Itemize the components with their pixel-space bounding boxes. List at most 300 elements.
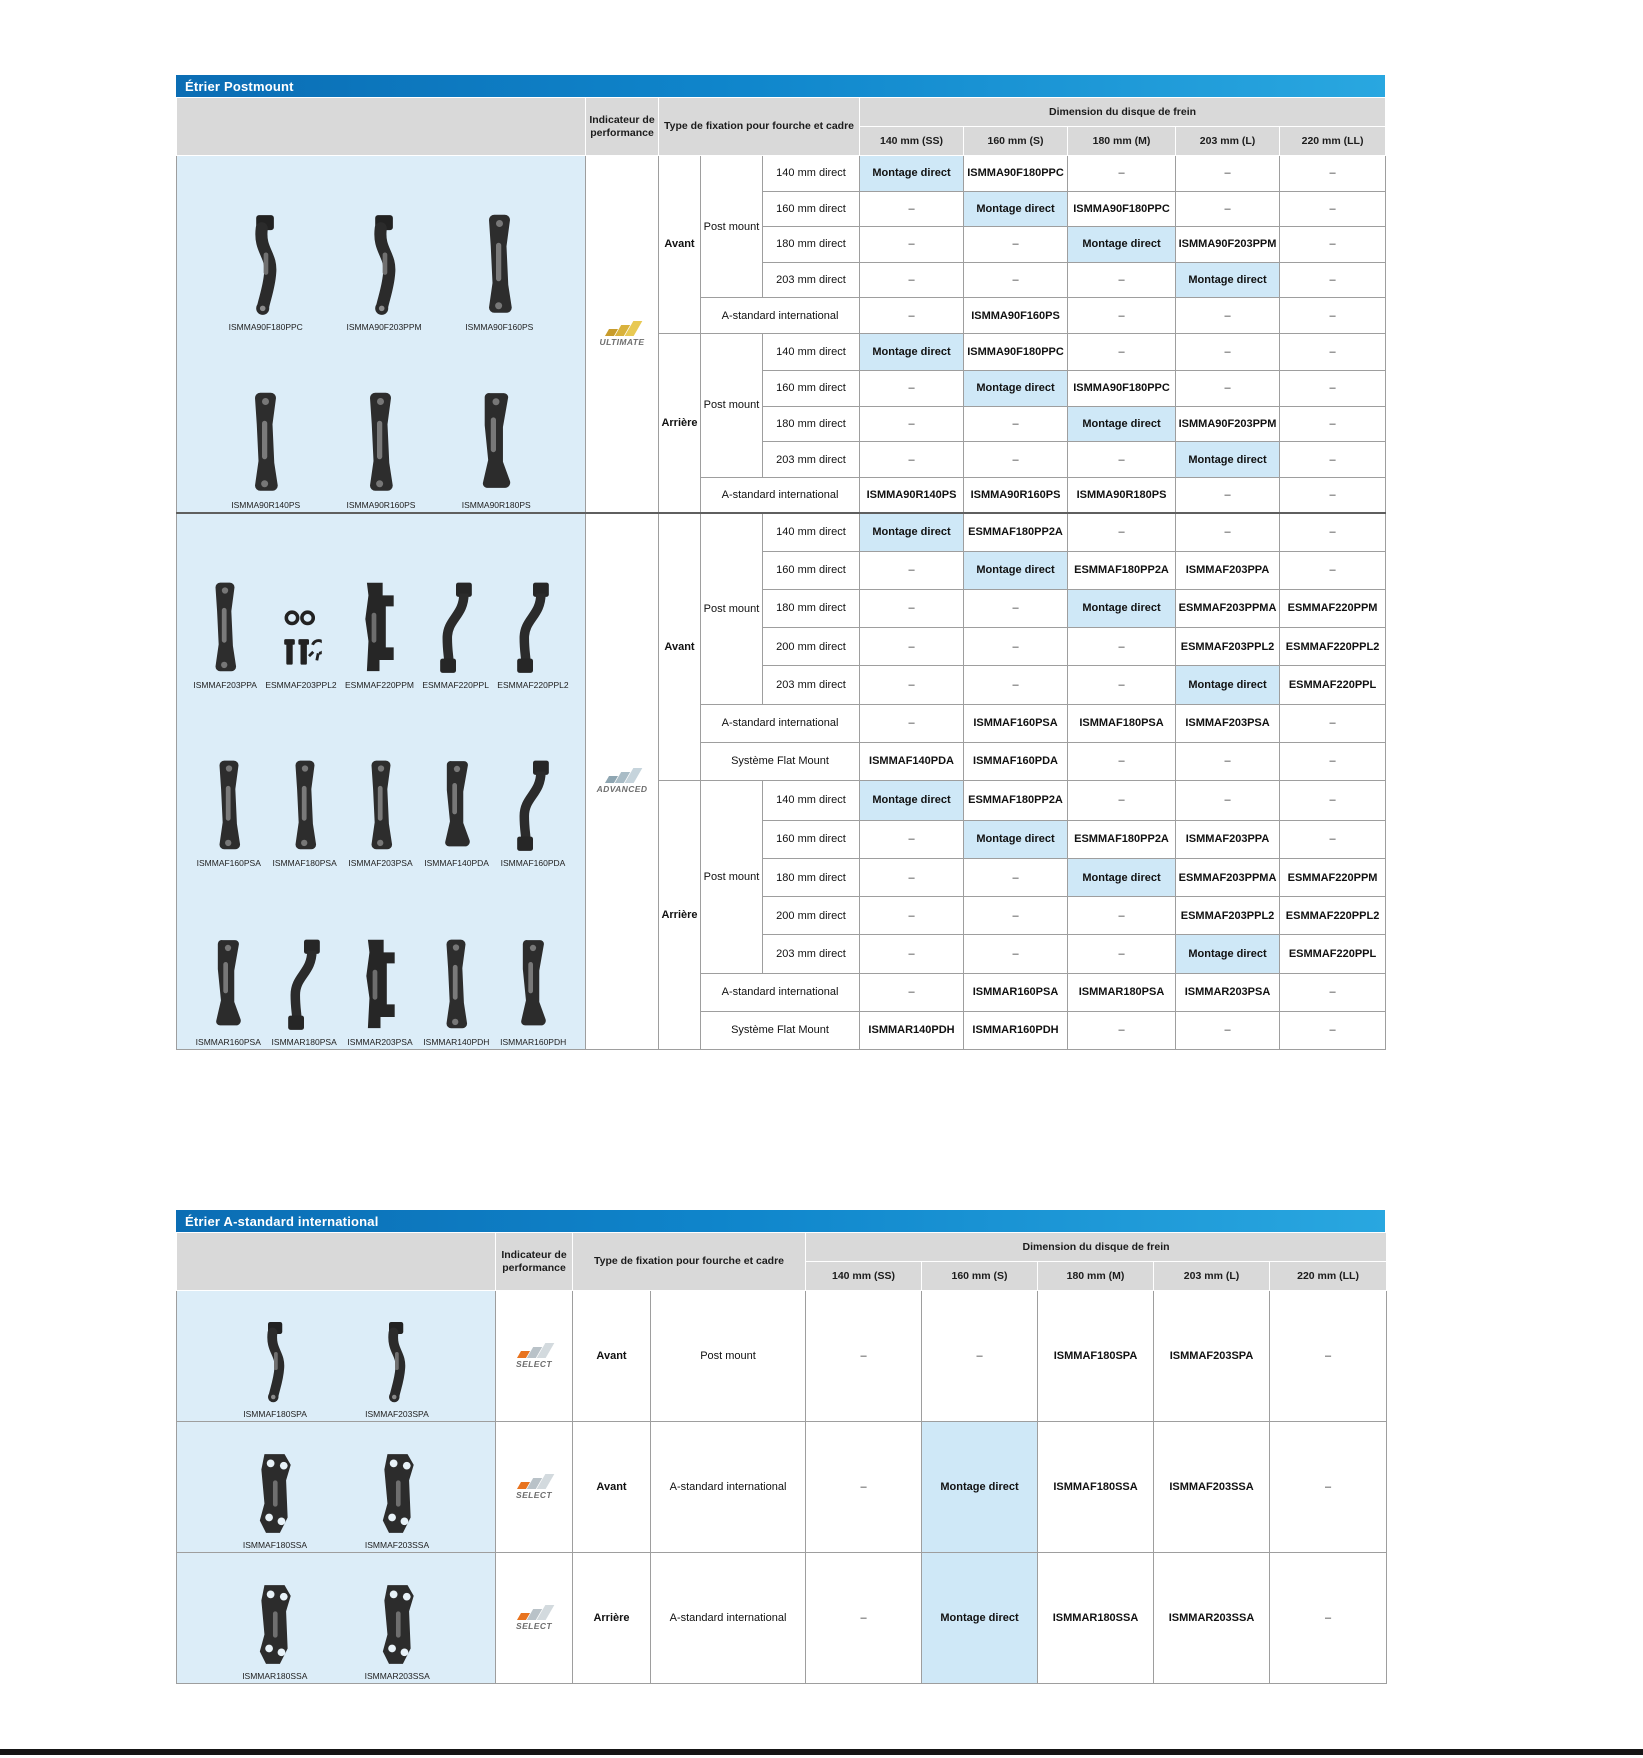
product-label: ESMMAF203PPL2 <box>265 679 337 690</box>
dash-cell: – <box>860 935 964 973</box>
size-label-cell: 140 mm direct <box>763 780 860 820</box>
product-code-cell: ISMMA90R160PS <box>964 477 1068 513</box>
performance-bars-icon <box>519 1343 550 1358</box>
dash-cell: – <box>860 191 964 227</box>
product-code-cell: ESMMAF220PPM <box>1280 858 1386 896</box>
product-image-plate <box>360 938 401 1033</box>
dash-cell: – <box>1176 513 1280 551</box>
table-row <box>177 1422 1387 1553</box>
product-label: ISMMAR160PDH <box>500 1036 567 1047</box>
product-code-cell: ESMMAF220PPL <box>1280 935 1386 973</box>
product-image-scurve <box>285 938 323 1033</box>
performance-bars-icon <box>607 768 638 783</box>
product-code-cell: ISMMA90F180PPC <box>1068 191 1176 227</box>
disc-size-header: 160 mm (S) <box>964 127 1068 156</box>
dash-cell: – <box>806 1291 922 1422</box>
product-image-cell <box>177 156 586 514</box>
product-code-cell: ISMMA90F180PPC <box>964 333 1068 370</box>
performance-cell <box>586 156 659 514</box>
product-code-cell: ISMMA90F160PS <box>964 298 1068 334</box>
dash-cell: – <box>1280 704 1386 742</box>
size-label-cell: 180 mm direct <box>763 589 860 627</box>
product-code-cell: ISMMAF140PDA <box>860 742 964 780</box>
performance-logo-ultimate <box>588 321 656 347</box>
performance-logo-advanced <box>588 768 656 794</box>
product-image-plate <box>359 581 400 676</box>
montage-direct-cell: Montage direct <box>860 156 964 192</box>
disc-size-header: 140 mm (SS) <box>806 1262 922 1291</box>
product-code-cell: ISMMAF203PPA <box>1176 820 1280 858</box>
montage-direct-cell: Montage direct <box>860 513 964 551</box>
dash-cell: – <box>1068 298 1176 334</box>
performance-bars-icon <box>519 1474 550 1489</box>
product-code-cell: ISMMAF160PDA <box>964 742 1068 780</box>
product-image-arm <box>259 1320 292 1405</box>
product-image-row <box>179 1553 493 1683</box>
product-image-cell <box>177 1422 496 1553</box>
product-label: ISMMAF180SPA <box>243 1408 307 1419</box>
dash-cell: – <box>860 371 964 407</box>
product-code-cell: ESMMAF180PP2A <box>964 780 1068 820</box>
postmount-table-section <box>176 75 1385 1050</box>
size-label-cell: 140 mm direct <box>763 513 860 551</box>
montage-direct-cell: Montage direct <box>922 1422 1038 1553</box>
product-image-parts <box>279 598 322 676</box>
product-label: ISMMAF180SSA <box>242 1539 308 1550</box>
performance-cell <box>496 1291 573 1422</box>
product-image-ip <box>255 1451 294 1536</box>
product-code-cell: ISMMAF180SSA <box>1038 1422 1154 1553</box>
size-label-cell: 180 mm direct <box>763 406 860 442</box>
dash-cell: – <box>1280 156 1386 192</box>
size-label-cell: 200 mm direct <box>763 628 860 666</box>
size-label-cell: 160 mm direct <box>763 551 860 589</box>
product-label: ISMMA90R140PS <box>231 499 301 510</box>
mount-type-cell: A-standard international <box>651 1422 806 1553</box>
product-code-cell: ISMMA90F180PPC <box>1068 371 1176 407</box>
performance-cell <box>586 513 659 1049</box>
product-label: ISMMAF160PDA <box>500 858 566 869</box>
montage-direct-cell: Montage direct <box>1068 858 1176 896</box>
dash-cell: – <box>860 858 964 896</box>
product-image-scurve <box>514 759 552 854</box>
product-thumb <box>365 1582 430 1681</box>
dash-cell: – <box>964 227 1068 263</box>
montage-direct-cell: Montage direct <box>1176 935 1280 973</box>
product-code-cell: ISMMA90F203PPM <box>1176 227 1280 263</box>
dash-cell: – <box>1280 298 1386 334</box>
product-code-cell: ESMMAF203PPMA <box>1176 858 1280 896</box>
dash-cell: – <box>1176 1011 1280 1049</box>
dash-cell: – <box>806 1422 922 1553</box>
product-thumb <box>497 581 568 690</box>
performance-bars-icon <box>519 1605 550 1620</box>
product-image-l <box>210 938 246 1033</box>
dash-cell: – <box>1068 442 1176 478</box>
montage-direct-cell: Montage direct <box>1176 442 1280 478</box>
fixation-column-header: Type de fixation pour fourche et cadre <box>659 98 860 156</box>
product-label: ISMMAR180PSA <box>271 1036 337 1047</box>
product-code-cell: ISMMAR140PDH <box>860 1011 964 1049</box>
montage-direct-cell: Montage direct <box>860 780 964 820</box>
mount-type-cell: Système Flat Mount <box>701 1011 860 1049</box>
astandard-table-section <box>176 1210 1385 1684</box>
disc-size-header: 220 mm (LL) <box>1270 1262 1387 1291</box>
disc-size-header: 180 mm (M) <box>1038 1262 1154 1291</box>
dash-cell: – <box>1280 333 1386 370</box>
dash-cell: – <box>1176 191 1280 227</box>
mount-type-cell: Post mount <box>651 1291 806 1422</box>
product-thumb <box>197 759 261 868</box>
product-label: ISMMAF203SPA <box>365 1408 429 1419</box>
performance-bars-icon <box>607 321 638 336</box>
montage-direct-cell: Montage direct <box>964 371 1068 407</box>
product-code-cell: ISMMAF203PPA <box>1176 551 1280 589</box>
product-code-cell: ESMMAF180PP2A <box>1068 820 1176 858</box>
product-image-ip <box>378 1582 417 1667</box>
product-image-ip <box>255 1582 294 1667</box>
dash-cell: – <box>1176 156 1280 192</box>
performance-logo-select <box>498 1474 570 1500</box>
product-thumb <box>465 213 533 332</box>
size-label-cell: 203 mm direct <box>763 666 860 704</box>
product-code-cell: ISMMAR160PDH <box>964 1011 1068 1049</box>
dash-cell: – <box>1176 333 1280 370</box>
dash-cell: – <box>860 666 964 704</box>
montage-direct-cell: Montage direct <box>1068 589 1176 627</box>
disc-dimension-header: Dimension du disque de frein <box>806 1233 1387 1262</box>
postmount-title: Étrier Postmount <box>185 78 294 94</box>
product-label: ISMMAR203PSA <box>347 1036 413 1047</box>
mount-type-cell: A-standard international <box>701 477 860 513</box>
product-code-cell: ISMMAF180PSA <box>1068 704 1176 742</box>
product-label: ISMMAF203PPA <box>193 679 257 690</box>
dash-cell: – <box>964 406 1068 442</box>
dash-cell: – <box>1280 513 1386 551</box>
performance-cell <box>496 1422 573 1553</box>
dash-cell: – <box>1068 935 1176 973</box>
disc-size-header: 140 mm (SS) <box>860 127 964 156</box>
size-label-cell: 160 mm direct <box>763 371 860 407</box>
product-label: ISMMA90F160PS <box>465 321 534 332</box>
dash-cell: – <box>1270 1422 1387 1553</box>
product-thumb <box>272 938 337 1047</box>
product-thumb <box>243 1451 307 1550</box>
product-code-cell: ISMMAF203SPA <box>1154 1291 1270 1422</box>
dash-cell: – <box>1068 156 1176 192</box>
dash-cell: – <box>860 897 964 935</box>
dash-cell: – <box>1280 551 1386 589</box>
dash-cell: – <box>964 858 1068 896</box>
product-code-cell: ESMMAF220PPL2 <box>1280 897 1386 935</box>
dash-cell: – <box>1280 973 1386 1011</box>
dash-cell: – <box>1068 1011 1176 1049</box>
dash-cell: – <box>1280 191 1386 227</box>
product-label: ISMMAF140PDA <box>424 858 489 869</box>
dash-cell: – <box>964 897 1068 935</box>
montage-direct-cell: Montage direct <box>860 333 964 370</box>
astandard-table <box>176 1232 1385 1684</box>
postmount-title-bar <box>176 75 1385 97</box>
dash-cell: – <box>1280 477 1386 513</box>
product-thumb <box>365 1451 429 1550</box>
mount-type-cell: Post mount <box>701 156 763 298</box>
dash-cell: – <box>860 298 964 334</box>
table-row <box>177 1291 1387 1422</box>
product-image-bar <box>213 759 245 854</box>
product-image-cell <box>177 513 586 1049</box>
disc-size-header: 203 mm (L) <box>1154 1262 1270 1291</box>
product-label: ISMMAF180PSA <box>272 858 337 869</box>
product-image-bar <box>363 391 398 496</box>
product-image-arm <box>364 213 405 318</box>
position-cell: Avant <box>659 156 701 334</box>
astandard-grid <box>176 1232 1387 1684</box>
dash-cell: – <box>1280 742 1386 780</box>
mount-type-cell: Post mount <box>701 513 763 704</box>
product-label: ESMMAF220PPL <box>422 679 489 690</box>
montage-direct-cell: Montage direct <box>1068 406 1176 442</box>
performance-label: SELECT <box>516 1489 552 1500</box>
performance-label: SELECT <box>516 1358 552 1369</box>
dash-cell: – <box>860 628 964 666</box>
performance-cell <box>496 1553 573 1684</box>
product-image-row <box>179 334 583 512</box>
product-code-cell: ISMMAR203PSA <box>1176 973 1280 1011</box>
fixation-column-header: Type de fixation pour fourche et cadre <box>573 1233 806 1291</box>
dash-cell: – <box>1280 1011 1386 1049</box>
product-thumb <box>501 759 566 868</box>
dash-cell: – <box>1280 780 1386 820</box>
product-code-cell: ESMMAF180PP2A <box>964 513 1068 551</box>
dash-cell: – <box>1176 477 1280 513</box>
dash-cell: – <box>860 551 964 589</box>
product-thumb <box>346 391 415 510</box>
product-image-row <box>179 156 583 334</box>
mount-type-cell: A-standard international <box>651 1553 806 1684</box>
product-thumb <box>242 1582 307 1681</box>
product-image-row <box>179 871 583 1049</box>
product-code-cell: ESMMAF220PPM <box>1280 589 1386 627</box>
performance-label: ULTIMATE <box>599 336 645 347</box>
product-thumb <box>345 581 414 690</box>
size-label-cell: 203 mm direct <box>763 262 860 298</box>
product-thumb <box>347 938 412 1047</box>
product-code-cell: ISMMAF160PSA <box>964 704 1068 742</box>
mount-type-cell: A-standard international <box>701 298 860 334</box>
product-code-cell: ISMMAF203SSA <box>1154 1422 1270 1553</box>
disc-size-header: 160 mm (S) <box>922 1262 1038 1291</box>
size-label-cell: 140 mm direct <box>763 333 860 370</box>
montage-direct-cell: Montage direct <box>1176 666 1280 704</box>
product-thumb <box>423 938 489 1047</box>
mount-type-cell: Système Flat Mount <box>701 742 860 780</box>
product-code-cell: ISMMA90R180PS <box>1068 477 1176 513</box>
product-thumb <box>365 1320 429 1419</box>
montage-direct-cell: Montage direct <box>1176 262 1280 298</box>
product-image-cell <box>177 1291 496 1422</box>
dash-cell: – <box>860 262 964 298</box>
product-thumb <box>348 759 412 868</box>
dash-cell: – <box>964 628 1068 666</box>
dash-cell: – <box>1280 406 1386 442</box>
dash-cell: – <box>1068 742 1176 780</box>
product-image-bar <box>365 759 397 854</box>
dash-cell: – <box>1068 628 1176 666</box>
montage-direct-cell: Montage direct <box>964 820 1068 858</box>
product-label: ISMMAF203PSA <box>348 858 413 869</box>
performance-logo-select <box>498 1343 570 1369</box>
dash-cell: – <box>1176 780 1280 820</box>
disc-size-header: 203 mm (L) <box>1176 127 1280 156</box>
product-label: ISMMAR180SSA <box>242 1670 308 1681</box>
size-label-cell: 160 mm direct <box>763 820 860 858</box>
product-code-cell: ESMMAF220PPL <box>1280 666 1386 704</box>
product-image-row <box>179 692 583 870</box>
montage-direct-cell: Montage direct <box>964 551 1068 589</box>
product-thumb <box>243 1320 307 1419</box>
position-cell: Avant <box>573 1422 651 1553</box>
product-code-cell: ISMMAF180SPA <box>1038 1291 1154 1422</box>
image-column-header <box>177 98 586 156</box>
size-label-cell: 160 mm direct <box>763 191 860 227</box>
product-image-bar <box>482 213 517 318</box>
product-image-row <box>179 1422 493 1552</box>
dash-cell: – <box>860 973 964 1011</box>
dash-cell: – <box>964 666 1068 704</box>
performance-logo-select <box>498 1605 570 1631</box>
position-cell: Avant <box>573 1291 651 1422</box>
dash-cell: – <box>1176 742 1280 780</box>
product-image-l <box>476 391 516 496</box>
product-label: ISMMA90R180PS <box>461 499 531 510</box>
product-image-row <box>179 1291 493 1421</box>
position-cell: Avant <box>659 513 701 780</box>
product-thumb <box>500 938 566 1047</box>
performance-label: ADVANCED <box>596 784 648 795</box>
product-code-cell: ISMMAR180PSA <box>1068 973 1176 1011</box>
astandard-title: Étrier A-standard international <box>185 1213 379 1229</box>
dash-cell: – <box>1280 820 1386 858</box>
product-image-bar <box>248 391 283 496</box>
product-image-bar <box>289 759 321 854</box>
product-code-cell: ISMMAR203SSA <box>1154 1553 1270 1684</box>
position-cell: Arrière <box>659 780 701 1049</box>
size-label-cell: 200 mm direct <box>763 897 860 935</box>
product-code-cell: ISMMAF203PSA <box>1176 704 1280 742</box>
performance-label: SELECT <box>516 1620 552 1631</box>
dash-cell: – <box>1270 1553 1387 1684</box>
dash-cell: – <box>964 935 1068 973</box>
dash-cell: – <box>1068 897 1176 935</box>
product-thumb <box>229 213 303 332</box>
table-row <box>177 156 1386 192</box>
product-code-cell: ISMMA90F180PPC <box>964 156 1068 192</box>
dash-cell: – <box>860 406 964 442</box>
astandard-title-bar <box>176 1210 1385 1232</box>
product-image-arm <box>245 213 286 318</box>
product-label: ESMMAF220PPL2 <box>497 679 569 690</box>
disc-dimension-header: Dimension du disque de frein <box>860 98 1386 127</box>
product-code-cell: ESMMAF220PPL2 <box>1280 628 1386 666</box>
mount-type-cell: Post mount <box>701 333 763 477</box>
disc-size-header: 220 mm (LL) <box>1280 127 1386 156</box>
product-image-l <box>439 759 475 854</box>
size-label-cell: 203 mm direct <box>763 442 860 478</box>
postmount-grid <box>176 97 1386 1050</box>
product-thumb <box>231 391 300 510</box>
position-cell: Arrière <box>659 333 701 513</box>
product-image-cell <box>177 1553 496 1684</box>
product-label: ISMMAR160PSA <box>195 1036 261 1047</box>
dash-cell: – <box>860 227 964 263</box>
product-image-arm <box>380 1320 413 1405</box>
product-image-scurve <box>437 581 475 676</box>
product-image-bar <box>209 581 241 676</box>
size-label-cell: 180 mm direct <box>763 858 860 896</box>
product-thumb <box>346 213 421 332</box>
montage-direct-cell: Montage direct <box>922 1553 1038 1684</box>
image-column-header <box>177 1233 496 1291</box>
product-thumb <box>462 391 531 510</box>
product-thumb <box>193 581 257 690</box>
dash-cell: – <box>1176 298 1280 334</box>
product-code-cell: ESMMAF203PPL2 <box>1176 897 1280 935</box>
disc-size-header: 180 mm (M) <box>1068 127 1176 156</box>
product-code-cell: ISMMAR180SSA <box>1038 1553 1154 1684</box>
product-label: ISMMA90R160PS <box>346 499 416 510</box>
product-thumb <box>196 938 261 1047</box>
postmount-table <box>176 97 1385 1050</box>
mount-type-cell: A-standard international <box>701 973 860 1011</box>
dash-cell: – <box>964 442 1068 478</box>
product-label: ESMMAF220PPM <box>345 679 414 690</box>
size-label-cell: 140 mm direct <box>763 156 860 192</box>
dash-cell: – <box>860 589 964 627</box>
product-label: ISMMAF160PSA <box>196 858 261 869</box>
montage-direct-cell: Montage direct <box>964 191 1068 227</box>
table-row <box>177 513 1386 551</box>
dash-cell: – <box>1068 666 1176 704</box>
dash-cell: – <box>922 1291 1038 1422</box>
product-code-cell: ISMMA90R140PS <box>860 477 964 513</box>
performance-column-header: Indicateur de performance <box>586 98 659 156</box>
product-label: ISMMAR203SSA <box>364 1670 430 1681</box>
table-row <box>177 1553 1387 1684</box>
size-label-cell: 180 mm direct <box>763 227 860 263</box>
dash-cell: – <box>860 704 964 742</box>
dash-cell: – <box>964 262 1068 298</box>
product-code-cell: ISMMAR160PSA <box>964 973 1068 1011</box>
product-label: ISMMAF203SSA <box>364 1539 430 1550</box>
size-label-cell: 203 mm direct <box>763 935 860 973</box>
dash-cell: – <box>1280 371 1386 407</box>
product-code-cell: ESMMAF203PPL2 <box>1176 628 1280 666</box>
product-thumb <box>424 759 489 868</box>
position-cell: Arrière <box>573 1553 651 1684</box>
dash-cell: – <box>806 1553 922 1684</box>
product-image-row <box>179 514 583 692</box>
dash-cell: – <box>860 820 964 858</box>
product-label: ISMMA90F203PPM <box>346 321 422 332</box>
product-image-bar <box>440 938 472 1033</box>
dash-cell: – <box>1270 1291 1387 1422</box>
product-code-cell: ISMMA90F203PPM <box>1176 406 1280 442</box>
dash-cell: – <box>1068 262 1176 298</box>
dash-cell: – <box>1068 780 1176 820</box>
dash-cell: – <box>1068 513 1176 551</box>
mount-type-cell: Post mount <box>701 780 763 973</box>
